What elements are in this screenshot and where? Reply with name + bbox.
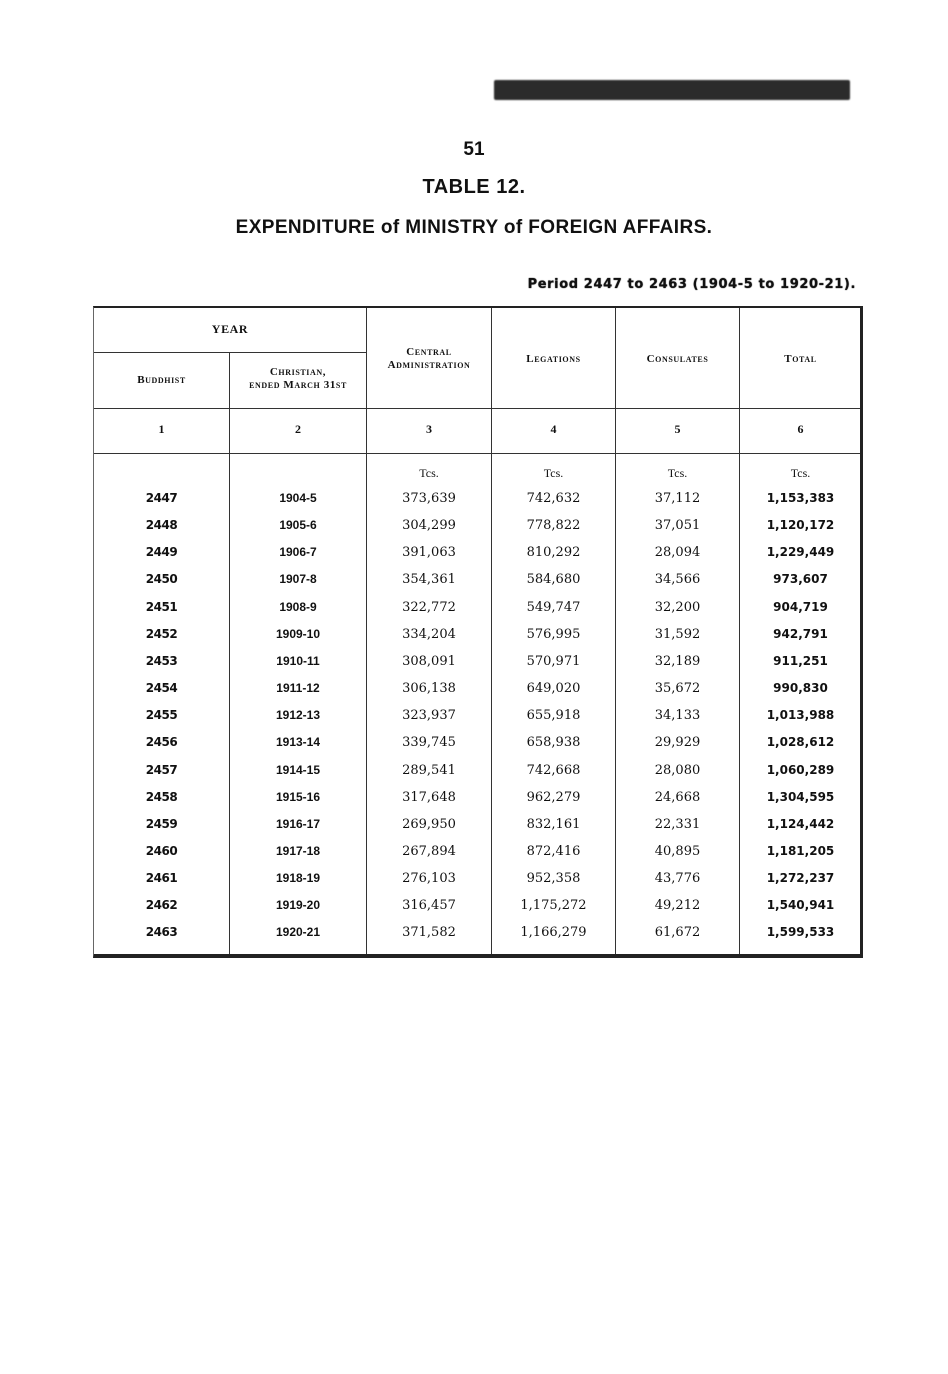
cell-central: 354,361: [402, 572, 456, 588]
cell-central: 316,457: [402, 898, 456, 914]
cell-christian: 1911-12: [276, 681, 320, 696]
cell-buddhist: 2453: [145, 653, 178, 668]
cell-buddhist: 2458: [145, 789, 178, 804]
central-admin-header-line1: Central: [406, 346, 452, 358]
central-admin-header: [367, 346, 491, 372]
table-row: [94, 871, 860, 898]
cell-legations: 658,938: [526, 735, 581, 751]
buddhist-header: Buddhist: [137, 374, 186, 386]
cell-christian: 1904-5: [279, 491, 317, 505]
consulates-unit: Tcs.: [667, 466, 688, 480]
cell-legations: 778,822: [526, 518, 581, 534]
cell-legations: 742,632: [526, 491, 581, 506]
cell-christian: 1917-18: [275, 843, 321, 858]
cell-christian: 1913-14: [275, 735, 321, 750]
table-row: [94, 627, 860, 654]
running-header-smear: [494, 80, 850, 100]
cell-consulates: 35,672: [654, 681, 701, 697]
total-header: Total: [784, 353, 817, 365]
cell-buddhist: 2454: [145, 681, 178, 696]
cell-legations: 952,358: [526, 871, 581, 887]
cell-central: 334,204: [402, 626, 456, 642]
cell-central: 276,103: [402, 871, 456, 887]
cell-central: 323,937: [402, 708, 456, 724]
column-number-2: 2: [295, 422, 301, 436]
table-row: [94, 654, 860, 681]
table-row: [94, 600, 860, 627]
cell-legations: 872,416: [526, 843, 581, 859]
cell-christian: 1914-15: [275, 762, 321, 777]
expenditure-table: [93, 306, 863, 958]
cell-central: 322,772: [402, 599, 456, 615]
cell-central: 267,894: [402, 843, 456, 859]
consulates-header: Consulates: [646, 353, 709, 365]
cell-legations: 1,175,272: [520, 898, 587, 914]
cell-consulates: 34,566: [654, 572, 701, 588]
table-row: [94, 545, 860, 572]
cell-consulates: 37,051: [654, 518, 701, 534]
christian-header-line1: Christian,: [269, 366, 327, 378]
cell-central: 391,063: [402, 545, 456, 561]
cell-legations: 655,918: [526, 708, 581, 724]
column-number-3: 3: [426, 422, 432, 436]
cell-consulates: 40,895: [654, 843, 701, 859]
cell-consulates: 29,929: [654, 735, 701, 751]
table-row: [94, 518, 860, 545]
cell-total: 1,540,941: [766, 898, 835, 913]
table-row: [94, 790, 860, 817]
cell-consulates: 31,592: [654, 626, 701, 642]
cell-total: 1,599,533: [766, 925, 835, 940]
period-caption: Period 2447 to 2463 (1904-5 to 1920-21).: [527, 277, 856, 292]
cell-total: 1,028,612: [766, 735, 835, 750]
cell-total: 904,719: [773, 599, 828, 614]
cell-buddhist: 2463: [145, 925, 178, 940]
cell-consulates: 32,200: [654, 599, 701, 615]
cell-christian: 1909-10: [275, 626, 321, 641]
cell-total: 1,272,237: [766, 871, 835, 886]
year-subhead-rule: [94, 352, 366, 353]
cell-consulates: 49,212: [654, 898, 701, 914]
column-number-rule: [94, 453, 860, 454]
cell-consulates: 28,094: [654, 545, 701, 561]
table-row: [94, 844, 860, 871]
table-label: TABLE 12.: [422, 176, 526, 198]
table-row: [94, 817, 860, 844]
cell-buddhist: 2462: [145, 898, 178, 913]
cell-legations: 649,020: [526, 681, 581, 697]
cell-christian: 1908-9: [279, 599, 317, 614]
cell-christian: 1920-21: [275, 925, 321, 940]
cell-total: 1,120,172: [766, 518, 835, 533]
cell-christian: 1919-20: [275, 898, 321, 913]
cell-consulates: 37,112: [654, 491, 701, 506]
cell-christian: 1910-11: [276, 653, 320, 668]
cell-buddhist: 2459: [145, 816, 178, 831]
cell-total: 990,830: [773, 681, 828, 696]
cell-christian: 1906-7: [279, 545, 317, 560]
cell-buddhist: 2449: [145, 545, 178, 560]
cell-total: 1,181,205: [766, 843, 835, 858]
cell-consulates: 32,189: [654, 653, 701, 669]
cell-central: 373,639: [402, 491, 456, 506]
cell-total: 1,060,289: [766, 762, 835, 777]
cell-christian: 1907-8: [279, 572, 317, 587]
cell-central: 317,648: [402, 789, 456, 805]
cell-total: 942,791: [773, 626, 828, 641]
cell-consulates: 24,668: [654, 789, 701, 805]
legations-unit: Tcs.: [543, 466, 564, 480]
cell-legations: 962,279: [526, 789, 581, 805]
cell-buddhist: 2452: [145, 626, 178, 641]
table-row: [94, 681, 860, 708]
cell-christian: 1918-19: [275, 871, 321, 886]
cell-total: 1,229,449: [766, 545, 835, 560]
table-row: [94, 898, 860, 925]
column-number-6: 6: [797, 422, 804, 436]
cell-central: 269,950: [402, 816, 456, 832]
table-row: [94, 491, 860, 518]
cell-legations: 1,166,279: [520, 925, 587, 941]
cell-central: 371,582: [402, 925, 456, 941]
cell-total: 1,304,595: [766, 789, 835, 804]
cell-total: 1,124,442: [766, 816, 835, 831]
cell-christian: 1905-6: [279, 518, 317, 533]
central-unit: Tcs.: [419, 466, 439, 480]
cell-christian: 1916-17: [275, 816, 321, 831]
column-number-5: 5: [674, 422, 681, 436]
column-number-1: 1: [158, 422, 165, 436]
cell-consulates: 22,331: [654, 816, 701, 832]
cell-legations: 742,668: [526, 762, 581, 778]
cell-legations: 832,161: [526, 816, 581, 832]
page-number: 51: [463, 139, 485, 160]
cell-total: 1,153,383: [766, 491, 835, 505]
table-row: [94, 925, 860, 952]
cell-buddhist: 2457: [145, 762, 178, 777]
cell-consulates: 28,080: [654, 762, 701, 778]
cell-legations: 570,971: [526, 653, 581, 669]
christian-header: [230, 366, 366, 392]
table-row: [94, 735, 860, 762]
legations-header: Legations: [526, 353, 581, 365]
cell-christian: 1915-16: [275, 789, 321, 804]
cell-consulates: 61,672: [654, 925, 701, 941]
cell-legations: 576,995: [526, 626, 581, 642]
christian-header-line2: ended March 31st: [249, 379, 347, 391]
cell-consulates: 34,133: [654, 708, 701, 724]
cell-central: 304,299: [402, 518, 456, 534]
cell-legations: 810,292: [526, 545, 581, 561]
cell-consulates: 43,776: [654, 871, 701, 887]
cell-total: 973,607: [773, 572, 828, 587]
column-number-4: 4: [550, 422, 557, 436]
cell-total: 1,013,988: [766, 708, 835, 723]
cell-buddhist: 2448: [145, 518, 178, 533]
cell-christian: 1912-13: [275, 708, 321, 723]
cell-central: 308,091: [402, 653, 456, 669]
cell-central: 306,138: [402, 681, 456, 697]
table-row: [94, 763, 860, 790]
total-unit: Tcs.: [790, 466, 811, 480]
table-row: [94, 708, 860, 735]
cell-buddhist: 2447: [145, 491, 178, 505]
cell-buddhist: 2455: [145, 708, 178, 723]
cell-legations: 584,680: [526, 572, 581, 588]
header-bottom-rule: [94, 408, 860, 409]
cell-central: 339,745: [402, 735, 456, 751]
document-title: EXPENDITURE of MINISTRY of FOREIGN AFFAIRS.: [235, 217, 713, 238]
cell-legations: 549,747: [526, 599, 581, 615]
cell-buddhist: 2451: [145, 599, 178, 614]
central-admin-header-line2: Administration: [387, 359, 471, 371]
cell-buddhist: 2450: [145, 572, 178, 587]
cell-buddhist: 2456: [145, 735, 178, 750]
cell-central: 289,541: [402, 762, 456, 778]
cell-buddhist: 2460: [145, 843, 178, 858]
cell-total: 911,251: [773, 653, 828, 668]
year-header: YEAR: [211, 322, 249, 336]
cell-buddhist: 2461: [145, 871, 178, 886]
table-row: [94, 572, 860, 599]
